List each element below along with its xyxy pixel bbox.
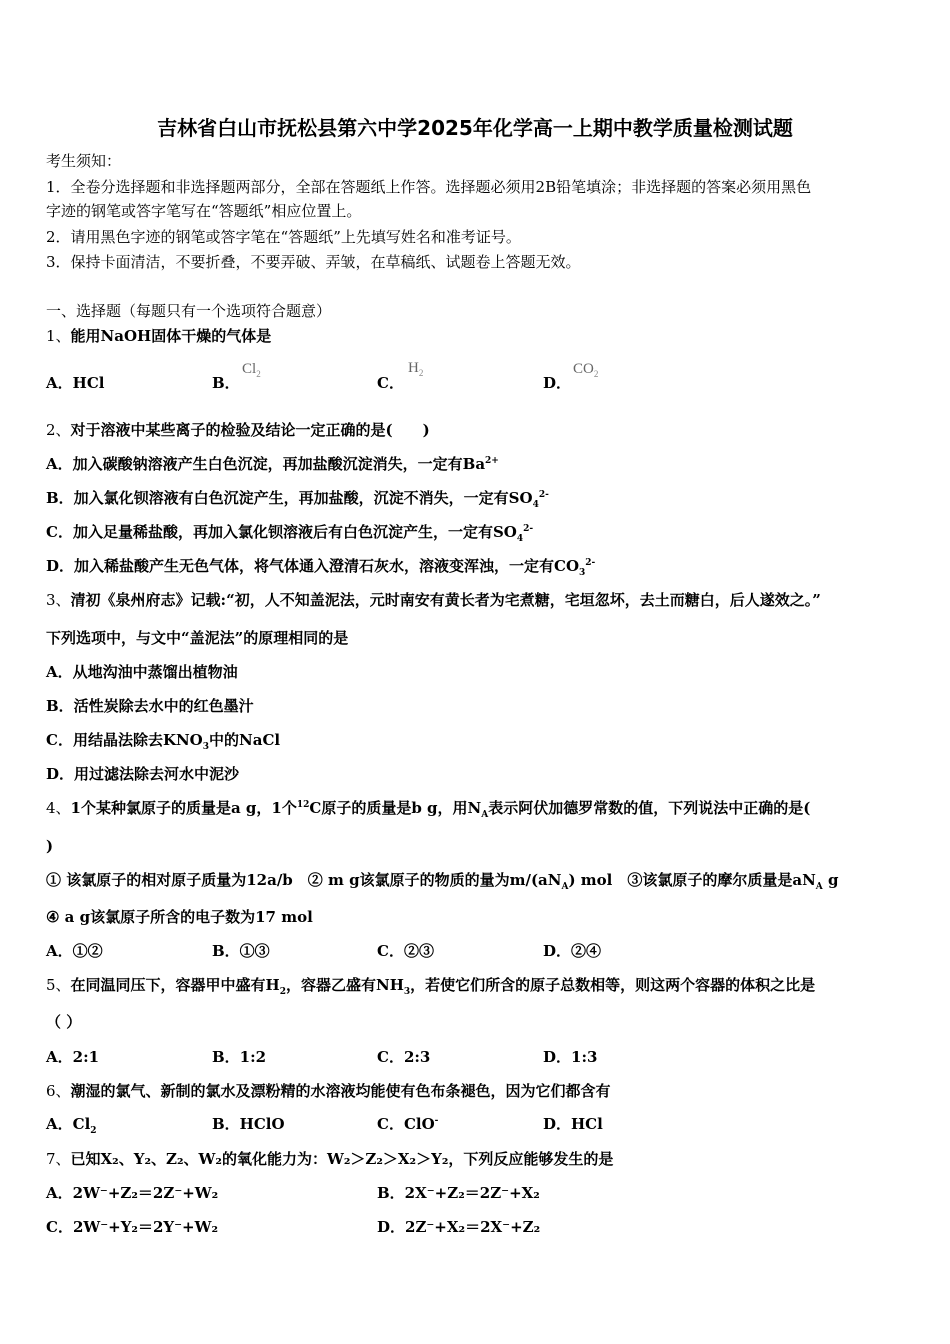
q7-option-d[interactable]: D．2Z⁻+X₂＝2X⁻+Z₂	[377, 1218, 541, 1236]
q4-option-c[interactable]: C．②③	[377, 942, 434, 960]
question-4-cont: )	[46, 837, 54, 855]
q2-option-d[interactable]: D．加入稀盐酸产生无色气体，将气体通入澄清石灰水，溶液变浑浊，一定有$CO_3^{2-}$	[46, 557, 596, 578]
q5-option-b[interactable]: B．1:2	[212, 1048, 267, 1066]
question-stem: 潮湿的氯气、新制的氯水及漂粉精的水溶液均能使有色布条褪色，因为它们都含有	[70, 1082, 611, 1100]
question-6: 6、潮湿的氯气、新制的氯水及漂粉精的水溶液均能使有色布条褪色，因为它们都含有	[46, 1082, 611, 1100]
q6-option-c[interactable]: C．ClO-	[377, 1115, 439, 1133]
q2-option-c[interactable]: C．加入足量稀盐酸，再加入氯化钡溶液后有白色沉淀产生，一定有$SO_4^{2-}$	[46, 523, 534, 544]
q3-option-d[interactable]: D．用过滤法除去河水中泥沙	[46, 765, 240, 783]
notice-item-3: 3．保持卡面清洁，不要折叠，不要弄破、弄皱，在草稿纸、试题卷上答题无效。	[46, 253, 581, 271]
question-5: 5、在同温同压下，容器甲中盛有$H_2$，容器乙盛有$NH_3$，若使它们所含的原子总数相等，则这两个容器的体积之比是	[46, 976, 816, 997]
question-1	[46, 326, 271, 346]
q1-option-b-formula: $Cl_2$	[242, 361, 261, 379]
q6-option-b[interactable]: B．HClO	[212, 1115, 285, 1133]
question-stem: 在同温同压下，容器甲中盛有$H_2$，容器乙盛有$NH_3$，若使它们所含的原子总数相等，则这两个容器的体积之比是	[70, 976, 816, 997]
q3-option-c[interactable]: C．用结晶法除去$KNO_3$中的NaCl	[46, 731, 281, 752]
notice-heading: 考生须知：	[46, 152, 122, 170]
q5-option-d[interactable]: D．1:3	[543, 1048, 598, 1066]
q3-option-b[interactable]: B．活性炭除去水中的红色墨汁	[46, 697, 254, 715]
q4-option-d[interactable]: D．②④	[543, 942, 602, 960]
q1-option-d[interactable]: D．	[543, 374, 572, 392]
q7-option-b[interactable]: B．2X⁻+Z₂＝2Z⁻+X₂	[377, 1184, 540, 1202]
question-5-cont: （ ）	[46, 1013, 82, 1031]
notice-item-1-cont: 字迹的钢笔或答字笔写在“答题纸”相应位置上。	[46, 202, 362, 220]
question-2: 2、对于溶液中某些离子的检验及结论一定正确的是( )	[46, 421, 430, 439]
q2-option-b[interactable]: B．加入氯化钡溶液有白色沉淀产生，再加盐酸，沉淀不消失，一定有$SO_4^{2-}$	[46, 489, 549, 510]
section-heading: 一、选择题（每题只有一个选项符合题意）	[46, 302, 332, 320]
q4-option-a[interactable]: A．①②	[46, 942, 103, 960]
q1-option-b[interactable]: B．	[212, 374, 240, 392]
q5-option-a[interactable]: A．2:1	[46, 1048, 100, 1066]
q7-option-a[interactable]: A．2W⁻+Z₂＝2Z⁻+W₂	[46, 1184, 219, 1202]
q4-statement-4: ④ a g该氯原子所含的电子数为17 mol	[46, 908, 313, 926]
q6-option-d[interactable]: D．HCl	[543, 1115, 603, 1133]
question-stem: 已知X₂、Y₂、Z₂、W₂的氧化能力为：W₂＞Z₂＞X₂＞Y₂，下列反应能够发生的是	[70, 1150, 614, 1168]
q4-statements-1-3: ① 该氯原子的相对原子质量为12a/b ② m g该氯原子的物质的量为$m/(aN_A)$ mol ③该氯原子的摩尔质量是$aN_A$ g	[46, 871, 839, 892]
q6-option-a[interactable]: A．$Cl_2$	[46, 1115, 97, 1136]
question-stem: 对于溶液中某些离子的检验及结论一定正确的是( )	[70, 421, 430, 439]
q5-option-c[interactable]: C．2:3	[377, 1048, 431, 1066]
question-stem: 能用NaOH固体干燥的气体是	[70, 327, 272, 345]
question-7: 7、已知X₂、Y₂、Z₂、W₂的氧化能力为：W₂＞Z₂＞X₂＞Y₂，下列反应能够发生的是	[46, 1150, 614, 1168]
q7-option-c[interactable]: C．2W⁻+Y₂＝2Y⁻+W₂	[46, 1218, 219, 1236]
q2-option-a[interactable]: A．加入碳酸钠溶液产生白色沉淀，再加盐酸沉淀消失，一定有$Ba^{2+}$	[46, 455, 499, 473]
notice-item-2: 2．请用黑色字迹的钢笔或答字笔在“答题纸”上先填写姓名和准考证号。	[46, 228, 521, 246]
question-number: 1、	[46, 327, 71, 345]
question-stem: 1个某种氯原子的质量是a g，1个$^{12}$C原子的质量是b g，用$N_A$表示阿伏加德罗常数的值，下列说法中正确的是(	[70, 799, 811, 820]
q1-option-d-formula: $CO_2$	[573, 361, 599, 379]
q3-option-a[interactable]: A．从地沟油中蒸馏出植物油	[46, 663, 238, 681]
question-3: 3、清初《泉州府志》记载:“初，人不知盖泥法，元时南安有黄长者为宅煮糖，宅垣忽坏，去土而糖白，后人遂效之。”	[46, 591, 821, 609]
q4-option-b[interactable]: B．①③	[212, 942, 270, 960]
question-3-cont: 下列选项中，与文中“盖泥法”的原理相同的是	[46, 629, 349, 647]
notice-item-1: 1．全卷分选择题和非选择题两部分，全部在答题纸上作答。选择题必须用2B铅笔填涂；非选择题的答案必须用黑色	[46, 178, 812, 196]
q1-option-c-formula: $H_2$	[408, 360, 424, 378]
question-4: 4、1个某种氯原子的质量是a g，1个$^{12}$C原子的质量是b g，用$N_A$表示阿伏加德罗常数的值，下列说法中正确的是(	[46, 799, 811, 820]
q1-option-c[interactable]: C．	[377, 374, 404, 392]
page-title: 吉林省白山市抚松县第六中学2025年化学高一上期中教学质量检测试题	[157, 116, 793, 140]
q1-option-a[interactable]: A．HCl	[46, 374, 105, 392]
question-stem: 清初《泉州府志》记载:“初，人不知盖泥法，元时南安有黄长者为宅煮糖，宅垣忽坏，去土而糖白，后人遂效之。”	[70, 591, 821, 609]
